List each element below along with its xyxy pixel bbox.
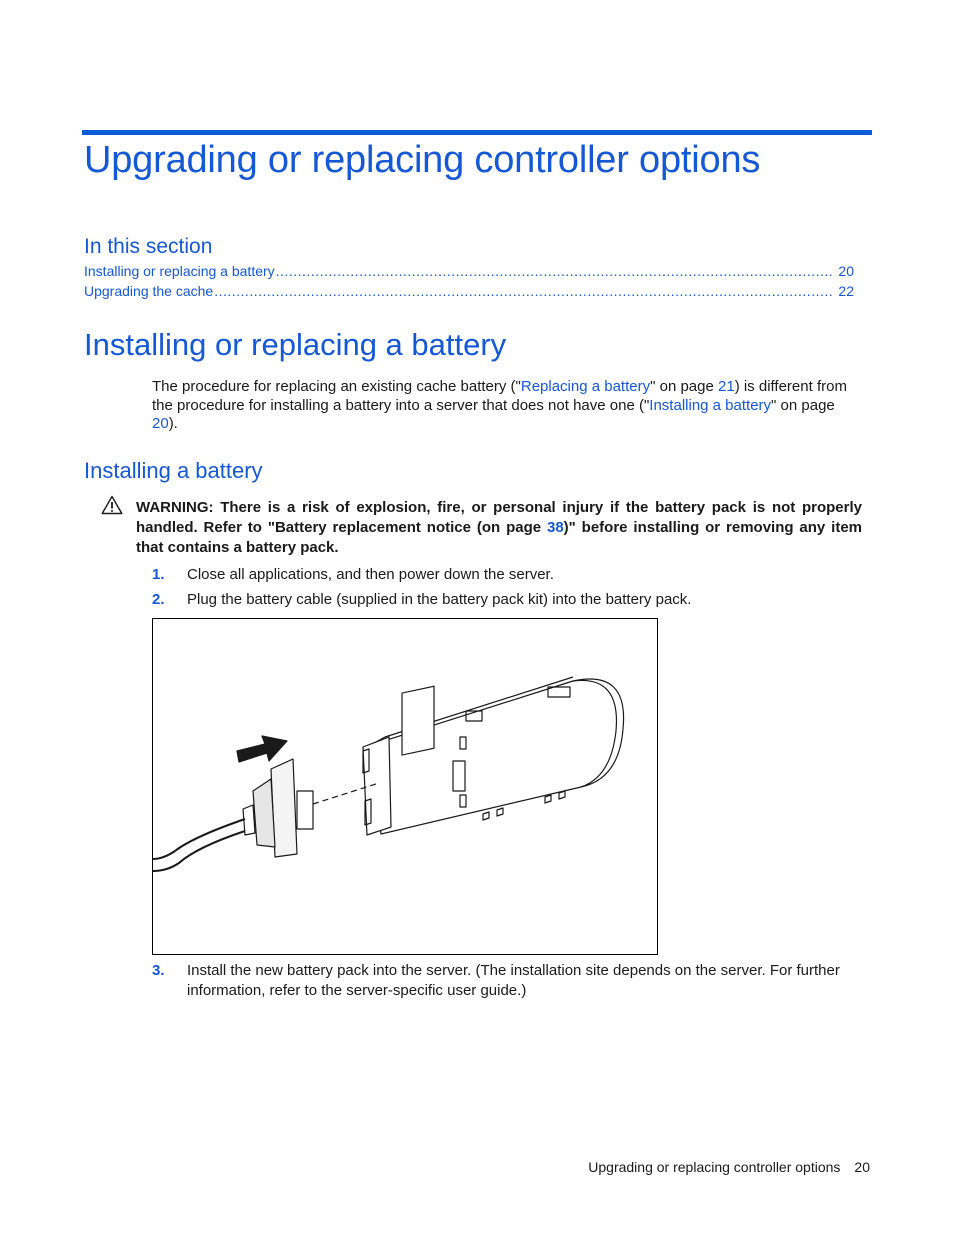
toc-entry-title: Installing or replacing a battery (84, 263, 275, 279)
footer-page-number: 20 (854, 1159, 870, 1175)
toc-leader-dots (214, 283, 834, 299)
warning-triangle-icon (101, 495, 123, 515)
link-page-21[interactable]: 21 (718, 378, 735, 395)
step-text: Close all applications, and then power down the server. (187, 566, 554, 583)
step-text: Plug the battery cable (supplied in the battery pack kit) into the battery pack. (187, 591, 692, 608)
intro-text: The procedure for replacing an existing cache battery (" (152, 378, 521, 395)
battery-cable-illustration (153, 619, 659, 956)
top-rule (82, 130, 872, 135)
battery-connector-socket (402, 686, 434, 755)
link-replacing-battery[interactable]: Replacing a battery (520, 378, 651, 395)
toc-entry-installing-battery[interactable] (84, 263, 854, 283)
toc-entry-page: 20 (838, 263, 854, 279)
section-title: Installing or replacing a battery (84, 327, 507, 362)
step-number: 1. (152, 566, 165, 583)
step-number: 3. (152, 962, 165, 979)
battery-illustration-figure (152, 618, 658, 955)
battery-slot (453, 761, 465, 791)
insert-direction-arrow (237, 736, 287, 762)
section-intro (152, 378, 858, 434)
link-page-20[interactable]: 20 (152, 415, 169, 433)
intro-text: " on page (771, 396, 835, 414)
intro-text: ) is different from the procedure for installing a battery into a server that does not have one (" (152, 378, 847, 414)
step-text: Install the new battery pack into the server. (The installation site depends on the server. For further information, refer to the server-specific user guide.) (187, 962, 840, 999)
warning-text-part: WARNING: There is a risk of explosion, fire, or personal injury if the battery pack is not properly handled. Refer to "Battery replacement notice (on page (136, 499, 862, 537)
toc-heading: In this section (84, 235, 213, 258)
link-page-38[interactable]: 38 (546, 519, 564, 537)
battery-connector-plate (363, 737, 391, 835)
table-of-contents (84, 263, 854, 303)
cable-connector-plug (297, 791, 313, 829)
subsection-title: Installing a battery (84, 458, 263, 483)
toc-leader-dots (276, 263, 835, 279)
intro-text: " on page (650, 378, 718, 395)
cable-connector-shell (253, 779, 275, 847)
warning-text (136, 498, 862, 559)
page-footer (588, 1159, 870, 1175)
warning-text-part: )" before installing or removing any item that contains a battery pack. (136, 519, 863, 557)
link-installing-battery[interactable]: Installing a battery (649, 396, 772, 414)
intro-text: ). (168, 415, 178, 433)
battery-cable (153, 819, 245, 859)
toc-entry-title: Upgrading the cache (84, 283, 214, 299)
chapter-title: Upgrading or replacing controller options (84, 139, 761, 181)
footer-title: Upgrading or replacing controller options (588, 1159, 841, 1175)
toc-entry-page: 22 (838, 283, 854, 299)
toc-entry-upgrading-cache[interactable] (84, 283, 854, 303)
step-number: 2. (152, 591, 165, 608)
